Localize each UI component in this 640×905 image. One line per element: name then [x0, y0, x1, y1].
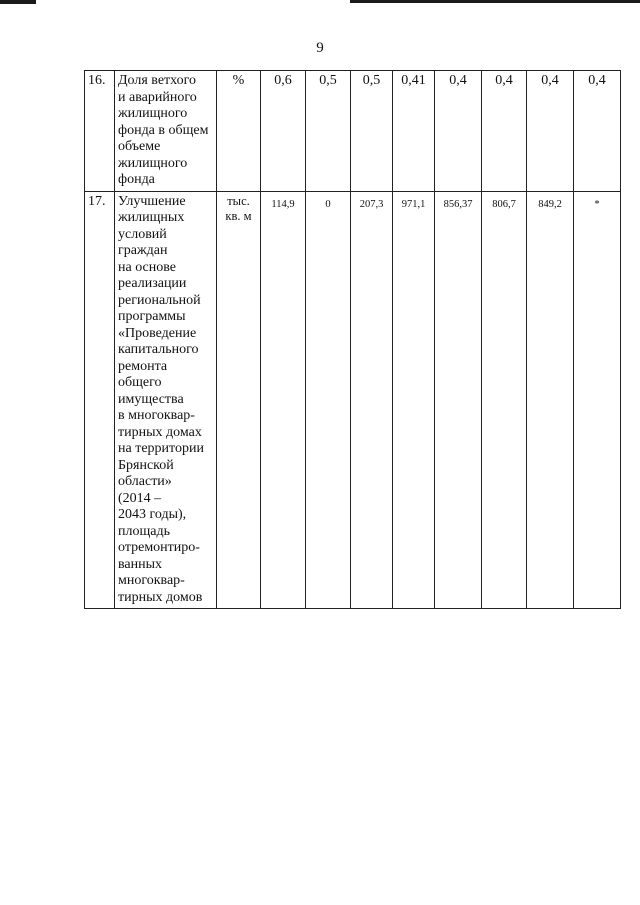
description-line: 2043 годы),	[118, 507, 187, 522]
description-line: области»	[118, 474, 172, 489]
value-cell	[435, 191, 482, 609]
value-cell: 0,4	[435, 71, 482, 192]
description-line: общего	[118, 375, 162, 390]
description-line: Доля ветхого	[118, 73, 197, 88]
description-line: на основе	[118, 259, 177, 275]
description-line: имущества	[118, 391, 184, 407]
value-cell: 0,4	[574, 71, 621, 192]
description-line: (2014 –	[118, 490, 162, 506]
value-text: 0	[325, 198, 331, 210]
description-line: капитального	[118, 342, 199, 357]
table-row-17	[85, 191, 621, 609]
row-number: 17.	[85, 191, 115, 609]
description-line: ванных	[118, 556, 163, 572]
value-cell	[306, 191, 351, 609]
description-line: Брянской	[118, 457, 174, 473]
indicators-table	[84, 70, 621, 609]
description-line: многоквар-	[118, 573, 185, 588]
description-line: тирных домах	[118, 424, 202, 440]
value-text: 849,2	[538, 198, 562, 210]
value-cell	[351, 191, 393, 609]
description-line: отремонтиро-	[118, 540, 200, 555]
description-line: фонда	[118, 172, 155, 187]
scan-artifact-top-left	[0, 0, 36, 4]
description-line: Улучшение	[118, 193, 186, 209]
description-line: на территории	[118, 441, 204, 456]
unit-line: кв. м	[225, 208, 252, 223]
description-line: площадь	[118, 523, 170, 539]
scan-artifact-top-right	[350, 0, 640, 3]
value-cell: 0,4	[527, 71, 574, 192]
value-cell: 0,5	[351, 71, 393, 192]
value-cell	[393, 191, 435, 609]
value-cell: 0,4	[482, 71, 527, 192]
page-number: 9	[316, 40, 324, 56]
row-description	[115, 71, 217, 192]
value-cell	[261, 191, 306, 609]
table-row-16	[85, 71, 621, 192]
description-line: жилищных	[118, 210, 185, 225]
value-text: 806,7	[492, 198, 516, 210]
description-line: объеме	[118, 139, 161, 154]
value-cell	[574, 191, 621, 609]
description-line: тирных домов	[118, 589, 203, 605]
value-cell: 0,5	[306, 71, 351, 192]
unit-line: тыс.	[227, 193, 250, 208]
value-text: 207,3	[359, 198, 384, 210]
description-line: жилищного	[118, 106, 188, 121]
description-line: фонда в общем	[118, 122, 209, 138]
value-text: 114,9	[271, 198, 295, 210]
row-unit	[217, 191, 261, 609]
description-line: «Проведение	[118, 325, 197, 341]
value-text: 971,1	[401, 198, 426, 210]
row-unit: %	[217, 71, 261, 192]
value-text: *	[594, 198, 600, 210]
description-line: ремонта	[118, 358, 168, 374]
description-line: и аварийного	[118, 89, 197, 105]
description-line: в многоквар-	[118, 408, 195, 423]
description-line: программы	[118, 309, 186, 324]
value-cell: 0,6	[261, 71, 306, 192]
row-number: 16.	[85, 71, 115, 192]
description-line: реализации	[118, 276, 187, 291]
description-line: граждан	[118, 243, 168, 258]
row-description	[115, 191, 217, 609]
description-line: региональной	[118, 292, 201, 308]
value-cell: 0,41	[393, 71, 435, 192]
description-line: жилищного	[118, 155, 188, 171]
value-cell	[482, 191, 527, 609]
description-line: условий	[118, 226, 167, 242]
value-cell	[527, 191, 574, 609]
value-text: 856,37	[443, 198, 473, 210]
